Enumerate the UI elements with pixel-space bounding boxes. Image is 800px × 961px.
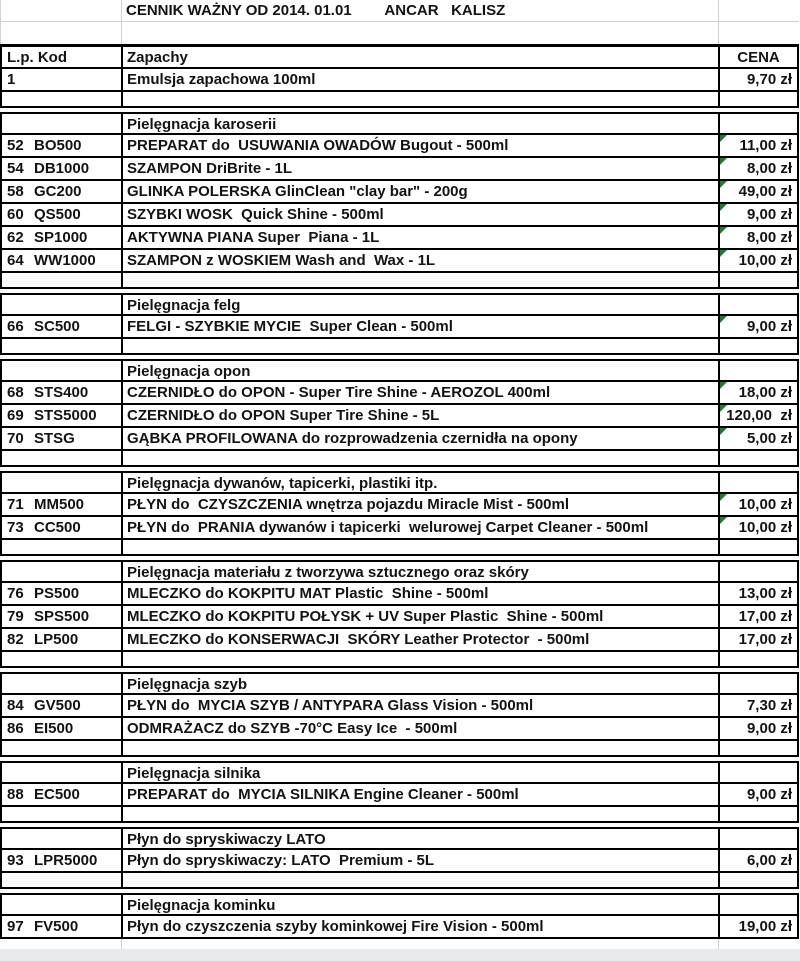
item-code: WW1000 bbox=[34, 252, 96, 269]
price-cell bbox=[720, 473, 797, 492]
item-code: BO500 bbox=[34, 137, 82, 154]
item-code: MM500 bbox=[34, 496, 85, 513]
item-code: CC500 bbox=[34, 519, 81, 536]
product-cell: Emulsja zapachowa 100ml bbox=[123, 69, 720, 90]
price-value: 120,00 zł bbox=[726, 407, 792, 424]
header-row bbox=[0, 44, 799, 69]
lp-kod-cell bbox=[2, 273, 123, 287]
product-cell bbox=[123, 92, 720, 106]
col-header-price: CENA bbox=[737, 49, 780, 66]
price-cell bbox=[720, 517, 797, 538]
section-row bbox=[0, 827, 799, 850]
item-code: STSG bbox=[34, 430, 75, 447]
background-area bbox=[0, 949, 800, 961]
price-value: 7,30 zł bbox=[746, 697, 792, 714]
lp-kod-cell bbox=[2, 382, 123, 403]
price-cell bbox=[720, 850, 797, 871]
spacer-row bbox=[0, 652, 799, 668]
product-cell: FELGI - SZYBKIE MYCIE Super Clean - 500ml bbox=[123, 316, 720, 337]
cell-flag-icon bbox=[720, 494, 727, 501]
price-cell bbox=[720, 92, 797, 106]
item-number: 64 bbox=[7, 252, 24, 269]
item-code: DB1000 bbox=[34, 160, 90, 177]
table-row bbox=[0, 428, 799, 451]
item-number: 82 bbox=[7, 631, 24, 648]
product-cell bbox=[123, 652, 720, 666]
price-table-body bbox=[0, 69, 800, 939]
section-label: Pielęgnacja opon bbox=[123, 361, 720, 380]
price-value: 18,00 zł bbox=[738, 384, 792, 401]
price-cell bbox=[720, 807, 797, 821]
table-row bbox=[0, 718, 799, 741]
lp-kod-cell bbox=[2, 850, 123, 871]
product-cell bbox=[123, 451, 720, 465]
lp-kod-cell bbox=[2, 428, 123, 449]
product-cell bbox=[123, 339, 720, 353]
cell-flag-icon bbox=[720, 227, 727, 234]
price-cell bbox=[720, 784, 797, 805]
product-cell: PŁYN do CZYSZCZENIA wnętrza pojazdu Miracle Mist - 500ml bbox=[123, 494, 720, 515]
cell-flag-icon bbox=[720, 250, 727, 257]
lp-kod-cell bbox=[2, 69, 123, 90]
cell-flag-icon bbox=[720, 517, 727, 524]
lp-kod-cell bbox=[2, 473, 123, 492]
lp-kod-cell bbox=[2, 784, 123, 805]
price-cell bbox=[720, 361, 797, 380]
price-cell bbox=[720, 583, 797, 604]
price-cell bbox=[720, 158, 797, 179]
item-number: 60 bbox=[7, 206, 24, 223]
table-row bbox=[0, 850, 799, 873]
price-cell bbox=[720, 895, 797, 914]
table-row bbox=[0, 784, 799, 807]
title-right-cell bbox=[719, 0, 799, 21]
price-cell bbox=[720, 316, 797, 337]
table-row bbox=[0, 517, 799, 540]
lp-kod-cell bbox=[2, 204, 123, 225]
lp-kod-cell bbox=[2, 361, 123, 380]
price-cell bbox=[720, 382, 797, 403]
cell-flag-icon bbox=[720, 382, 727, 389]
spacer-row bbox=[0, 807, 799, 823]
lp-kod-cell bbox=[2, 339, 123, 353]
cell-flag-icon bbox=[720, 181, 727, 188]
cell-flag-icon bbox=[720, 405, 727, 412]
price-value: 49,00 zł bbox=[738, 183, 792, 200]
product-cell bbox=[123, 540, 720, 554]
spacer-row bbox=[0, 873, 799, 889]
product-cell bbox=[123, 873, 720, 887]
price-value: 8,00 zł bbox=[746, 160, 792, 177]
lp-kod-cell bbox=[2, 695, 123, 716]
product-cell: MLECZKO do KOKPITU MAT Plastic Shine - 500ml bbox=[123, 583, 720, 604]
item-number: 86 bbox=[7, 720, 24, 737]
price-cell bbox=[720, 451, 797, 465]
price-cell bbox=[720, 204, 797, 225]
lp-kod-cell bbox=[2, 583, 123, 604]
lp-kod-cell bbox=[2, 114, 123, 133]
spacer-row bbox=[0, 339, 799, 355]
section-label: Pielęgnacja karoserii bbox=[123, 114, 720, 133]
product-cell: PREPARAT do USUWANIA OWADÓW Bugout - 500ml bbox=[123, 135, 720, 156]
product-cell: MLECZKO do KOKPITU POŁYSK + UV Super Plastic Shine - 500ml bbox=[123, 606, 720, 627]
product-cell: PŁYN do MYCIA SZYB / ANTYPARA Glass Vision - 500ml bbox=[123, 695, 720, 716]
spacer-row bbox=[0, 273, 799, 289]
price-cell bbox=[720, 295, 797, 314]
price-cell bbox=[720, 114, 797, 133]
section-label: Pielęgnacja dywanów, tapicerki, plastiki itp. bbox=[123, 473, 720, 492]
item-number: 84 bbox=[7, 697, 24, 714]
price-value: 19,00 zł bbox=[738, 918, 792, 935]
table-row bbox=[0, 916, 799, 939]
lp-kod-cell bbox=[2, 135, 123, 156]
price-value: 10,00 zł bbox=[738, 519, 792, 536]
section-row bbox=[0, 293, 799, 316]
product-cell: CZERNIDŁO do OPON Super Tire Shine - 5L bbox=[123, 405, 720, 426]
product-cell: GĄBKA PROFILOWANA do rozprowadzenia czernidła na opony bbox=[123, 428, 720, 449]
price-cell bbox=[720, 652, 797, 666]
price-cell bbox=[720, 916, 797, 937]
lp-kod-cell bbox=[2, 250, 123, 271]
cell-flag-icon bbox=[720, 204, 727, 211]
price-cell bbox=[720, 540, 797, 554]
price-value: 8,00 zł bbox=[746, 229, 792, 246]
table-row bbox=[0, 316, 799, 339]
product-cell bbox=[123, 807, 720, 821]
cell-flag-icon bbox=[720, 135, 727, 142]
price-cell bbox=[720, 829, 797, 848]
price-value: 5,00 zł bbox=[746, 430, 792, 447]
sheet-bottom-strip bbox=[0, 939, 799, 949]
section-label: Pielęgnacja silnika bbox=[123, 763, 720, 782]
lp-kod-cell bbox=[2, 629, 123, 650]
item-number: 88 bbox=[7, 786, 24, 803]
product-cell: PREPARAT do MYCIA SILNIKA Engine Cleaner - 500ml bbox=[123, 784, 720, 805]
lp-kod-cell bbox=[2, 158, 123, 179]
price-cell bbox=[720, 227, 797, 248]
col-header-products: Zapachy bbox=[123, 47, 720, 67]
lp-kod-cell bbox=[2, 451, 123, 465]
table-row bbox=[0, 135, 799, 158]
table-row bbox=[0, 382, 799, 405]
price-cell bbox=[720, 181, 797, 202]
spacer-row bbox=[0, 92, 799, 108]
table-row bbox=[0, 204, 799, 227]
item-number: 1 bbox=[7, 71, 16, 88]
price-value: 10,00 zł bbox=[738, 252, 792, 269]
section-row bbox=[0, 560, 799, 583]
table-row bbox=[0, 695, 799, 718]
price-value: 6,00 zł bbox=[746, 852, 792, 869]
item-number: 97 bbox=[7, 918, 24, 935]
lp-kod-cell bbox=[2, 92, 123, 106]
price-cell bbox=[720, 763, 797, 782]
item-code: FV500 bbox=[34, 918, 79, 935]
item-number: 69 bbox=[7, 407, 24, 424]
section-row bbox=[0, 359, 799, 382]
section-label: Pielęgnacja szyb bbox=[123, 674, 720, 693]
price-cell bbox=[720, 674, 797, 693]
section-label: Pielęgnacja kominku bbox=[123, 895, 720, 914]
section-label: Pielęgnacja felg bbox=[123, 295, 720, 314]
price-value: 9,00 zł bbox=[746, 786, 792, 803]
item-code: SP1000 bbox=[34, 229, 88, 246]
lp-kod-cell bbox=[2, 606, 123, 627]
product-cell: SZYBKI WOSK Quick Shine - 500ml bbox=[123, 204, 720, 225]
lp-kod-cell bbox=[2, 405, 123, 426]
cell-flag-icon bbox=[720, 158, 727, 165]
cell-flag-icon bbox=[720, 428, 727, 435]
spacer-row bbox=[0, 741, 799, 757]
table-row bbox=[0, 227, 799, 250]
section-row bbox=[0, 672, 799, 695]
price-value: 17,00 zł bbox=[738, 608, 792, 625]
table-row bbox=[0, 69, 799, 92]
page-title: CENNIK WAŻNY OD 2014. 01.01 ANCAR KALISZ bbox=[122, 0, 719, 21]
price-cell bbox=[720, 250, 797, 271]
lp-kod-cell bbox=[2, 540, 123, 554]
price-value: 9,70 zł bbox=[746, 71, 792, 88]
lp-kod-cell bbox=[2, 295, 123, 314]
item-code: EI500 bbox=[34, 720, 74, 737]
price-value: 9,00 zł bbox=[746, 206, 792, 223]
item-code: LP500 bbox=[34, 631, 79, 648]
price-value: 17,00 zł bbox=[738, 631, 792, 648]
product-cell: MLECZKO do KONSERWACJI SKÓRY Leather Protector - 500ml bbox=[123, 629, 720, 650]
lp-kod-cell bbox=[2, 741, 123, 755]
item-number: 73 bbox=[7, 519, 24, 536]
item-code: GC200 bbox=[34, 183, 82, 200]
item-code: SC500 bbox=[34, 318, 80, 335]
price-cell bbox=[720, 135, 797, 156]
price-cell bbox=[720, 606, 797, 627]
lp-kod-cell bbox=[2, 517, 123, 538]
product-cell bbox=[123, 741, 720, 755]
lp-kod-cell bbox=[2, 652, 123, 666]
lp-kod-cell bbox=[2, 181, 123, 202]
lp-kod-cell bbox=[2, 829, 123, 848]
item-code: STS5000 bbox=[34, 407, 97, 424]
price-cell bbox=[720, 494, 797, 515]
table-row bbox=[0, 181, 799, 204]
price-cell bbox=[720, 741, 797, 755]
col-header-lp-kod: L.p. Kod bbox=[2, 47, 123, 67]
lp-kod-cell bbox=[2, 494, 123, 515]
title-row bbox=[0, 0, 799, 22]
section-row bbox=[0, 761, 799, 784]
price-value: 9,00 zł bbox=[746, 318, 792, 335]
lp-kod-cell bbox=[2, 316, 123, 337]
product-cell bbox=[123, 273, 720, 287]
item-number: 66 bbox=[7, 318, 24, 335]
item-number: 54 bbox=[7, 160, 24, 177]
lp-kod-cell bbox=[2, 916, 123, 937]
item-number: 58 bbox=[7, 183, 24, 200]
item-number: 68 bbox=[7, 384, 24, 401]
price-value: 13,00 zł bbox=[738, 585, 792, 602]
item-number: 70 bbox=[7, 430, 24, 447]
title-left-cell bbox=[1, 0, 122, 21]
lp-kod-cell bbox=[2, 562, 123, 581]
product-cell: SZAMPON z WOSKIEM Wash and Wax - 1L bbox=[123, 250, 720, 271]
item-number: 71 bbox=[7, 496, 24, 513]
price-value: 10,00 zł bbox=[738, 496, 792, 513]
product-cell: SZAMPON DriBrite - 1L bbox=[123, 158, 720, 179]
item-number: 76 bbox=[7, 585, 24, 602]
table-row bbox=[0, 405, 799, 428]
section-row bbox=[0, 471, 799, 494]
product-cell: Płyn do spryskiwaczy: LATO Premium - 5L bbox=[123, 850, 720, 871]
price-cell bbox=[720, 428, 797, 449]
price-cell bbox=[720, 718, 797, 739]
lp-kod-cell bbox=[2, 763, 123, 782]
item-code: EC500 bbox=[34, 786, 80, 803]
item-number: 79 bbox=[7, 608, 24, 625]
item-code: SPS500 bbox=[34, 608, 90, 625]
table-row bbox=[0, 583, 799, 606]
product-cell: PŁYN do PRANIA dywanów i tapicerki welurowej Carpet Cleaner - 500ml bbox=[123, 517, 720, 538]
item-code: QS500 bbox=[34, 206, 81, 223]
price-value: 11,00 zł bbox=[739, 137, 792, 154]
item-code: STS400 bbox=[34, 384, 89, 401]
spacer-row bbox=[0, 451, 799, 467]
price-cell bbox=[720, 273, 797, 287]
cell-flag-icon bbox=[720, 316, 727, 323]
product-cell: GLINKA POLERSKA GlinClean "clay bar" - 200g bbox=[123, 181, 720, 202]
table-row bbox=[0, 158, 799, 181]
product-cell: ODMRAŻACZ do SZYB -70°C Easy Ice - 500ml bbox=[123, 718, 720, 739]
item-code: PS500 bbox=[34, 585, 80, 602]
item-number: 62 bbox=[7, 229, 24, 246]
table-row bbox=[0, 250, 799, 273]
table-row bbox=[0, 606, 799, 629]
item-number: 52 bbox=[7, 137, 24, 154]
price-cell bbox=[720, 69, 797, 90]
price-value: 9,00 zł bbox=[746, 720, 792, 737]
section-label: Płyn do spryskiwaczy LATO bbox=[123, 829, 720, 848]
lp-kod-cell bbox=[2, 227, 123, 248]
price-cell bbox=[720, 873, 797, 887]
item-number: 93 bbox=[7, 852, 24, 869]
price-cell bbox=[720, 405, 797, 426]
lp-kod-cell bbox=[2, 807, 123, 821]
section-row bbox=[0, 893, 799, 916]
price-cell bbox=[720, 339, 797, 353]
price-cell bbox=[720, 695, 797, 716]
product-cell: CZERNIDŁO do OPON - Super Tire Shine - AEROZOL 400ml bbox=[123, 382, 720, 403]
table-row bbox=[0, 629, 799, 652]
table-row bbox=[0, 494, 799, 517]
product-cell: AKTYWNA PIANA Super Piana - 1L bbox=[123, 227, 720, 248]
section-label: Pielęgnacja materiału z tworzywa sztucznego oraz skóry bbox=[123, 562, 720, 581]
empty-row bbox=[0, 22, 799, 44]
lp-kod-cell bbox=[2, 895, 123, 914]
price-cell bbox=[720, 562, 797, 581]
product-cell: Płyn do czyszczenia szyby kominkowej Fire Vision - 500ml bbox=[123, 916, 720, 937]
spacer-row bbox=[0, 540, 799, 556]
lp-kod-cell bbox=[2, 674, 123, 693]
item-code: GV500 bbox=[34, 697, 81, 714]
item-code: LPR5000 bbox=[34, 852, 98, 869]
price-cell bbox=[720, 629, 797, 650]
lp-kod-cell bbox=[2, 873, 123, 887]
section-row bbox=[0, 112, 799, 135]
lp-kod-cell bbox=[2, 718, 123, 739]
